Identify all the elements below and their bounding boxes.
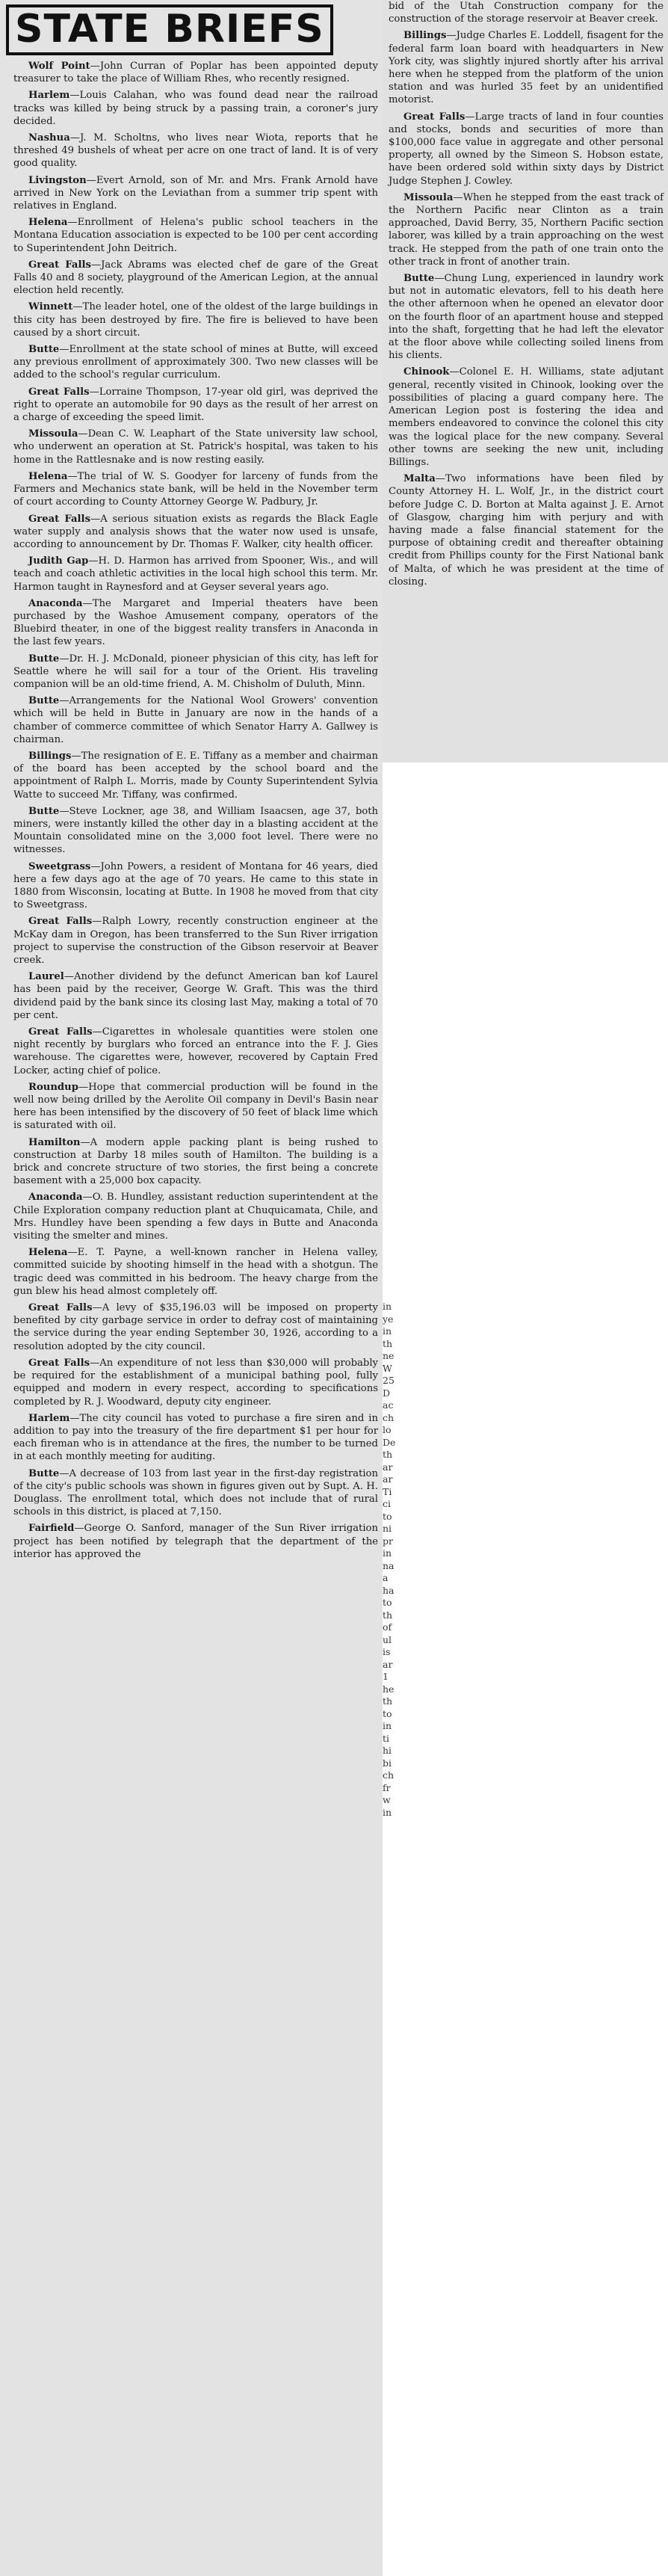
brief-dateline: Great Falls [403,111,466,123]
brief-dateline: Chinook [403,366,450,378]
news-brief [13,132,378,170]
news-brief [13,750,378,801]
brief-body: —John Curran of Poplar has been appointed deputy treasurer to take the place of William Rhes, who recently resigned. [13,61,378,85]
news-brief [13,1412,378,1464]
fragment-line: to [383,1510,392,1522]
news-brief [13,513,378,552]
news-brief [13,694,378,746]
brief-body: —Large tracts of land in four counties and stocks, bonds and securities of more than $100,000 face value in aggregate and other personal property, all owned by the Simeon S. Hobson estate, have been ordered sold within sixty days by District Judge Stephen J. Cowley. [389,111,664,187]
brief-dateline: Anaconda [28,1192,83,1204]
news-brief [13,970,378,1022]
right-briefs-list [389,29,664,588]
left-briefs-list [13,60,378,1561]
brief-dateline: Great Falls [28,1302,93,1314]
brief-dateline: Malta [403,473,436,485]
brief-body: —A modern apple packing plant is being rushed to construction at Darby 18 miles south of Hamilton. The building is a brick and concrete structure of two stories, the first being a concrete basement with a 25,000 box capacity. [13,1136,378,1187]
brief-body: —Enrollment at the state school of mines at Butte, will exceed any previous enrollment of approximately 300. Two new classes will be added to the school's regular curriculum. [13,344,378,381]
fragment-line: ne [383,1350,395,1361]
fragment-line: ac [383,1399,394,1411]
fragment-line: to [383,1707,392,1719]
brief-dateline: Hamilton [28,1136,81,1148]
brief-body: —Dr. H. J. McDonald, pioneer physician of this city, has left for Seattle where he will sail for a tour of the Orient. His traveling companion will be an old-time friend, A. M. Chisholm of Duluth, Minn. [13,653,378,690]
fragment-line: th [383,1337,393,1349]
news-brief [13,1026,378,1077]
fragment-line: W [383,1362,392,1374]
brief-body: —John Powers, a resident of Montana for 46 years, died here a few days ago at the age of 70 years. He came to this state in 1880 from Wisconsin, locating at Butte. In 1908 he moved from that city to Sweetgrass. [13,860,378,911]
brief-body: —Jack Abrams was elected chef de gare of the Great Falls 40 and 8 society, playground of the American Legion, at the annual election held recently. [13,259,378,297]
fragment-line: lo [383,1424,392,1435]
brief-body: —Enrollment of Helena's public school teachers in the Montana Education association is expected to be 100 per cent according to Superintendent John Deitrich. [13,217,378,254]
brief-body: —Evert Arnold, son of Mr. and Mrs. Frank Arnold have arrived in New York on the Leviathan from a summer trip spent with relatives in England. [13,174,378,212]
brief-body: —Judge Charles E. Loddell, fisagent for the federal farm loan board with headquarters in New York city, was slightly injured shortly after his arrival here when he stepped from the platform of the union station and was hurled 35 feet by an unidentified motorist. [389,30,664,106]
brief-body: —O. B. Hundley, assistant reduction superintendent at the Chile Exploration company reduction plant at Chuquicamata, Chile, and Mrs. Hundley have been spending a few days in Butte and Anaconda visiting the smelter and mines. [13,1192,378,1242]
news-brief [13,805,378,857]
news-brief [13,1081,378,1133]
brief-body: —E. T. Payne, a well-known rancher in Helena valley, committed suicide by shooting himself in the head with a shotgun. The tragic deed was committed in his bedroom. The heavy charge from the gun blew his head almost completely off. [13,1247,378,1297]
fragment-line: ch [383,1411,395,1423]
brief-dateline: Helena [28,217,68,229]
brief-body: —The trial of W. S. Goodyer for larceny of funds from the Farmers and Mechanics state bank, will be held in the November term of court according to County Attorney George W. Padbury, Jr. [13,470,378,508]
news-brief [13,1522,378,1561]
brief-body: —Cigarettes in wholesale quantities were stolen one night recently by burglars who forced an entrance into the F. J. Gies warehouse. The cigarettes were, however, recovered by Captain Fred Locker, acting chief of police. [13,1026,378,1076]
news-brief [389,29,664,106]
brief-body: —Another dividend by the defunct American ban kof Laurel has been paid by the receiver, George W. Graft. This was the third dividend paid by the bank since its closing last May, making a total of 70 per cent. [13,971,378,1021]
brief-dateline: Winnett [28,301,73,313]
fragment-line: Ti [383,1485,392,1497]
brief-dateline: Great Falls [28,259,91,271]
fragment-line: ci [383,1498,391,1509]
brief-dateline: Great Falls [28,513,90,525]
fragment-line: De [383,1436,396,1448]
fragment-line: 1 [383,1671,389,1682]
fragment-line: ti [383,1732,390,1744]
brief-body: —Two informations have been filed by County Attorney H. L. Wolf, Jr., in the district court before Judge C. D. Borton at Malta against J. E. Arnot of Glasgow, charging him with perjury and with having made a false financial statement for the purpose of obtaining credit and thereafter obtaining credit from Phillips county for the First National bank of Malta, of which he was president at the time of closing. [389,473,664,588]
brief-dateline: Nashua [28,132,70,144]
news-brief [13,1191,378,1242]
fragment-line: ch [383,1769,395,1781]
brief-dateline: Harlem [28,90,70,102]
fragment-line: to [383,1597,392,1608]
brief-dateline: Billings [403,30,447,42]
fragment-line: in [383,1806,392,1818]
fragment-line: th [383,1609,393,1621]
brief-body: —Ralph Lowry, recently construction engineer at the McKay dam in Oregon, has been transferred to the Sun River irrigation project to supervise the construction of the Gibson reservoir at Beaver creek. [13,916,378,966]
fragment-line: hi [383,1745,392,1756]
news-brief [13,301,378,339]
fragment-line: is [383,1646,391,1657]
brief-body: —The leader hotel, one of the oldest of the large buildings in this city has been destroyed by fire. The fire is believed to have been caused by a short circuit. [13,301,378,339]
brief-body: —J. M. Scholtns, who lives near Wiota, reports that he threshed 49 bushels of wheat per acre on one tract of land. It is of very good quality. [13,132,378,170]
brief-body: —Louis Calahan, who was found dead near the railroad tracks was killed by being struck by a passing train, a coroner's jury decided. [13,90,378,127]
brief-dateline: Wolf Point [28,61,90,72]
news-brief [389,191,664,268]
brief-dateline: Butte [28,805,60,817]
fragment-line: ar [383,1461,393,1473]
fragment-line: of [383,1621,392,1633]
news-brief [13,428,378,466]
brief-dateline: Great Falls [28,386,90,398]
brief-dateline: Harlem [28,1412,70,1424]
brief-body: —The resignation of E. E. Tiffany as a member and chairman of the board has been accepted by the school board and the appointment of Ralph L. Morris, made by County Superintendent Sylvia Watte to succeed Mr. Tiffany, was confirmed. [13,750,378,801]
brief-dateline: Great Falls [28,916,93,928]
fragment-line: w [383,1794,391,1805]
news-brief [389,111,664,188]
brief-body: —Steve Lockner, age 38, and William Isaacsen, age 37, both miners, were instantly killed the other day in a blasting accident at the Mountain consolidated mine on the 3,000 foot level. There were no witnesses. [13,805,378,856]
brief-dateline: Butte [28,653,60,665]
news-brief [389,472,664,588]
brief-body: —Hope that commercial production will be found in the well now being drilled by the Aerolite Oil company in Devil's Basin near here has been intensified by the discovery of 50 feet of black lime which is saturated with oil. [13,1081,378,1132]
brief-body: —An expenditure of not less than $30,000 will probably be required for the establishment of a municipal bathing pool, fully equipped and modern in every respect, according to specifications completed by R. J. Woodward, deputy city engineer. [13,1357,378,1408]
brief-dateline: Anaconda [28,597,83,609]
fragment-line: pr [383,1535,393,1547]
brief-dateline: Laurel [28,971,64,983]
brief-body: —A serious situation exists as regards the Black Eagle water supply and analysis shows that the water now used is unsafe, according to announcement by Dr. Thomas F. Walker, city health officer. [13,513,378,550]
fragment-line: 25 [383,1375,395,1386]
news-brief [13,1136,378,1188]
fragment-line: th [383,1449,393,1460]
fragment-line: th [383,1695,393,1707]
brief-body: —Arrangements for the National Wool Growers' convention which will be held in Butte in January are now in the hands of a chamber of commerce committee of which Senator Harry A. Gallwey is chairman. [13,695,378,745]
brief-body: —George O. Sanford, manager of the Sun River irrigation project has been notified by telegraph that the department of the interior has approved the [13,1523,378,1560]
fragment-line: in [383,1325,392,1337]
brief-dateline: Sweetgrass [28,860,91,872]
brief-dateline: Butte [28,1467,60,1479]
fragment-line: he [383,1683,395,1695]
news-brief [13,343,378,382]
brief-dateline: Butte [403,273,435,285]
news-brief [13,174,378,213]
brief-dateline: Livingston [28,174,87,186]
fragment-line: bi [383,1757,392,1769]
news-brief [13,386,378,425]
brief-body: —A decrease of 103 from last year in the first-day registration of the city's public schools was shown in figures given out by Supt. A. H. Douglass. The enrollment total, which does not include that of rural schools in this district, is placed at 7,150. [13,1467,378,1518]
fragment-line: na [383,1559,395,1571]
brief-body: —When he stepped from the east track of the Northern Pacific near Clinton as a train approached, David Berry, 35, Northern Pacific section laborer, was killed by a train approaching on the west track. He stepped from the path of one train onto the other track in front of another train. [389,191,664,268]
brief-dateline: Billings [28,750,72,762]
news-brief [13,1246,378,1298]
section-headline: STATE BRIEFS [6,4,333,55]
brief-body: —A levy of $35,196.03 will be imposed on property benefited by city garbage service in order to defray cost of maintaining the service during the year ending September 30, 1926, according to a resolution adopted by the city council. [13,1302,378,1352]
fragment-line: ar [383,1473,393,1485]
brief-dateline: Fairfield [28,1523,75,1535]
news-brief [389,272,664,362]
right-column [383,0,668,762]
fragment-line: ar [383,1658,393,1670]
continuation-text: bid of the Utah Construction company for the construction of the storage reservoir at Beaver creek. [389,1,664,25]
news-brief [13,259,378,298]
fragment-line: in [383,1301,392,1312]
brief-body: —Chung Lung, experienced in laundry work but not in automatic elevators, fell to his death here the other afternoon when he opened an elevator door on the fourth floor of an apartment house and stepped into the shaft, forgetting that he had left the elevator at the floor above while collecting soiled linens from his clients. [389,273,664,362]
brief-dateline: Butte [28,695,60,707]
news-brief [13,470,378,509]
brief-body: —The Margaret and Imperial theaters have been purchased by the Washoe Amusement company, operators of the Bluebird theater, in one of the biggest reality transfers in Anaconda in the last few years. [13,597,378,648]
news-brief [13,1301,378,1353]
news-brief [13,89,378,128]
news-brief [13,1357,378,1408]
fragment-line: ni [383,1523,392,1534]
news-brief [13,216,378,255]
fragment-line: D [383,1387,391,1399]
brief-body: —Lorraine Thompson, 17-year old girl, was deprived the right to operate an automobile for 90 days as the result of her arrest on a charge of exceeding the speed limit. [13,386,378,424]
brief-dateline: Helena [28,470,68,482]
brief-dateline: Judith Gap [28,555,89,567]
brief-dateline: Missoula [403,191,454,203]
news-brief [389,366,664,469]
brief-body: —Colonel E. H. Williams, state adjutant general, recently visited in Chinook, looking over the possibilities of placing a guard company here. The American Legion post is fostering the idea and members endeavored to convince the colonel this city was the logical place for the new company. Several other towns are seeking the new unit, including Billings. [389,366,664,468]
fragment-line: in [383,1720,392,1731]
brief-dateline: Butte [28,344,60,356]
brief-dateline: Roundup [28,1081,78,1093]
clipped-column-fragments [383,1301,402,1819]
adjacent-column-margin [383,762,668,2576]
brief-dateline: Great Falls [28,1026,93,1038]
news-brief [13,555,378,594]
fragment-line: a [383,1572,389,1583]
news-brief [13,1467,378,1519]
brief-body: —Dean C. W. Leaphart of the State university law school, who underwent an operation at St. Patrick's hospital, was taken to his home in the Rattlesnake and is now resting easily. [13,428,378,466]
brief-body: —The city council has voted to purchase a fire siren and in addition to pay into the treasury of the fire department $1 per hour for each fireman who is in attendance at the fires, the number to be turned in at each monthly meeting for auditing. [13,1412,378,1463]
fragment-line: ye [383,1313,394,1325]
brief-body: —H. D. Harmon has arrived from Spooner, Wis., and will teach and coach athletic activities in the local high school this term. Mr. Harmon taught in Raynesford and at Geyser several years ago. [13,555,378,593]
brief-dateline: Missoula [28,428,78,440]
fragment-line: fr [383,1781,391,1793]
fragment-line: ha [383,1584,395,1596]
fragment-line: in [383,1547,392,1559]
news-brief [13,860,378,912]
fragment-line: ul [383,1633,392,1645]
news-brief [13,60,378,85]
brief-dateline: Helena [28,1247,68,1259]
news-brief [13,597,378,649]
news-brief [13,653,378,691]
brief-dateline: Great Falls [28,1357,90,1369]
news-brief [13,915,378,967]
